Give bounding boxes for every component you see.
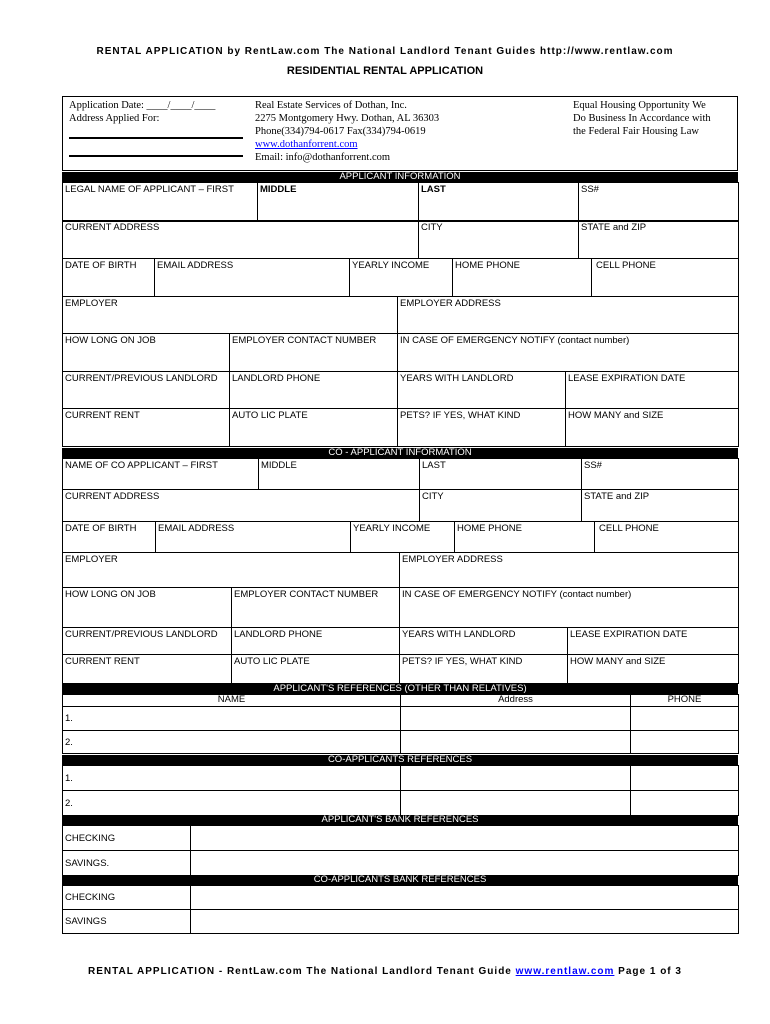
application-date-label: Application Date: ____/____/____ — [69, 100, 216, 111]
current-rent-field[interactable]: CURRENT RENT — [63, 409, 230, 447]
employer-address-field[interactable]: EMPLOYER ADDRESS — [398, 297, 739, 334]
page-footer — [0, 966, 770, 977]
ss-field[interactable]: SS# — [579, 183, 739, 222]
co-ref-2-name[interactable]: 2. — [63, 791, 401, 816]
co-employer-field[interactable]: EMPLOYER — [63, 553, 400, 588]
checking-label: CHECKING — [63, 826, 191, 851]
co-middle-name-field[interactable]: MIDDLE — [259, 459, 420, 490]
co-auto-plate-field[interactable]: AUTO LIC PLATE — [232, 655, 400, 684]
co-references-section-bar — [62, 755, 738, 765]
auto-plate-field[interactable]: AUTO LIC PLATE — [230, 409, 398, 447]
section-bar-label: APPLICANT INFORMATION — [339, 171, 461, 182]
last-name-field[interactable]: LAST — [419, 183, 579, 222]
company-website-link[interactable]: www.dothanforrent.com — [255, 139, 358, 150]
current-address-field[interactable]: CURRENT ADDRESS — [63, 221, 419, 259]
section-bar-label: CO-APPLICANTS BANK REFERENCES — [313, 874, 487, 885]
ref-1-name[interactable]: 1. — [63, 707, 401, 731]
address-line-2[interactable] — [69, 155, 243, 157]
page-title: RESIDENTIAL RENTAL APPLICATION — [286, 65, 484, 77]
company-box — [249, 97, 565, 170]
references-section-bar — [62, 684, 738, 694]
address-line-1[interactable] — [69, 137, 243, 139]
co-landlord-field[interactable]: CURRENT/PREVIOUS LANDLORD — [63, 628, 232, 655]
ref-2-phone[interactable] — [631, 731, 739, 754]
co-current-rent-field[interactable]: CURRENT RENT — [63, 655, 232, 684]
middle-name-field[interactable]: MIDDLE — [258, 183, 419, 222]
co-landlord-phone-field[interactable]: LANDLORD PHONE — [232, 628, 400, 655]
home-phone-field[interactable]: HOME PHONE — [453, 259, 592, 297]
company-name: Real Estate Services of Dothan, Inc. — [255, 100, 407, 111]
co-checking-field[interactable] — [191, 886, 739, 910]
co-dob-field[interactable]: DATE OF BIRTH — [63, 522, 156, 553]
co-ref-1-phone[interactable] — [631, 766, 739, 791]
section-bar-label: CO - APPLICANT INFORMATION — [328, 447, 472, 458]
how-long-on-job-field[interactable]: HOW LONG ON JOB — [63, 334, 230, 372]
applicant-contact-table — [62, 258, 739, 297]
coapplicant-contact-table — [62, 521, 739, 553]
coapplicant-job-table — [62, 587, 739, 628]
co-last-name-field[interactable]: LAST — [420, 459, 582, 490]
co-employer-address-field[interactable]: EMPLOYER ADDRESS — [400, 553, 739, 588]
co-savings-label: SAVINGS — [63, 910, 191, 934]
co-employer-contact-field[interactable]: EMPLOYER CONTACT NUMBER — [232, 588, 400, 628]
company-phone: Phone(334)794-0617 Fax(334)794-0619 — [255, 126, 426, 137]
co-email-field[interactable]: EMAIL ADDRESS — [156, 522, 351, 553]
applicant-landlord-table — [62, 371, 739, 447]
ref-2-address[interactable] — [401, 731, 631, 754]
emergency-contact-field[interactable]: IN CASE OF EMERGENCY NOTIFY (contact number) — [398, 334, 739, 372]
co-how-long-on-job-field[interactable]: HOW LONG ON JOB — [63, 588, 232, 628]
dob-field[interactable]: DATE OF BIRTH — [63, 259, 155, 297]
yearly-income-field[interactable]: YEARLY INCOME — [350, 259, 453, 297]
co-ref-1-name[interactable]: 1. — [63, 766, 401, 791]
checking-field[interactable] — [191, 826, 739, 851]
applicant-job-table — [62, 333, 739, 372]
eho-line-1: Equal Housing Opportunity We — [573, 100, 706, 111]
employer-contact-field[interactable]: EMPLOYER CONTACT NUMBER — [230, 334, 398, 372]
co-emergency-contact-field[interactable]: IN CASE OF EMERGENCY NOTIFY (contact number) — [400, 588, 739, 628]
co-name-field[interactable]: NAME OF CO APPLICANT – FIRST — [63, 459, 259, 490]
co-years-with-landlord-field[interactable]: YEARS WITH LANDLORD — [400, 628, 568, 655]
applicant-address-table — [62, 220, 739, 259]
employer-field[interactable]: EMPLOYER — [63, 297, 398, 334]
pets-field[interactable]: PETS? IF YES, WHAT KIND — [398, 409, 566, 447]
top-info-box — [62, 96, 738, 171]
co-current-address-field[interactable]: CURRENT ADDRESS — [63, 490, 420, 522]
co-pets-count-size-field[interactable]: HOW MANY and SIZE — [568, 655, 739, 684]
equal-housing-box — [565, 97, 737, 170]
section-bar-label: APPLICANT'S BANK REFERENCES — [321, 814, 479, 825]
savings-field[interactable] — [191, 851, 739, 876]
applicant-table — [62, 182, 739, 222]
state-zip-field[interactable]: STATE and ZIP — [579, 221, 739, 259]
footer-link[interactable]: www.rentlaw.com — [515, 966, 615, 977]
cell-phone-field[interactable]: CELL PHONE — [592, 259, 739, 297]
address-applied-label: Address Applied For: — [69, 113, 160, 124]
bank-table — [62, 825, 739, 876]
company-street: 2275 Montgomery Hwy. Dothan, AL 36303 — [255, 113, 440, 124]
bank-section-bar — [62, 815, 738, 825]
lease-expiration-field[interactable]: LEASE EXPIRATION DATE — [566, 372, 739, 409]
company-email: Email: info@dothanforrent.com — [255, 152, 391, 163]
co-bank-table — [62, 885, 739, 934]
co-bank-section-bar — [62, 875, 738, 885]
co-pets-field[interactable]: PETS? IF YES, WHAT KIND — [400, 655, 568, 684]
footer-text: RENTAL APPLICATION - RentLaw.com The National Landlord Tenant Guide — [88, 966, 512, 977]
section-bar-label: CO-APPLICANTS REFERENCES — [327, 754, 473, 765]
ref-1-phone[interactable] — [631, 707, 739, 731]
email-field[interactable]: EMAIL ADDRESS — [155, 259, 350, 297]
landlord-field[interactable]: CURRENT/PREVIOUS LANDLORD — [63, 372, 230, 409]
co-references-table — [62, 765, 739, 816]
applicant-section-bar — [62, 172, 738, 182]
ref-address-header: Address — [401, 695, 631, 707]
coapplicant-employer-table — [62, 552, 739, 588]
co-ref-2-address[interactable] — [401, 791, 631, 816]
legal-name-field[interactable]: LEGAL NAME OF APPLICANT – FIRST — [63, 183, 258, 222]
coapplicant-address-table — [62, 489, 739, 522]
ref-2-name[interactable]: 2. — [63, 731, 401, 754]
application-box — [63, 97, 249, 170]
pets-count-size-field[interactable]: HOW MANY and SIZE — [566, 409, 739, 447]
section-bar-label: APPLICANT'S REFERENCES (OTHER THAN RELATIVES) — [273, 683, 527, 694]
co-city-field[interactable]: CITY — [420, 490, 582, 522]
co-cell-phone-field[interactable]: CELL PHONE — [595, 522, 739, 553]
coapplicant-name-table — [62, 458, 739, 490]
co-home-phone-field[interactable]: HOME PHONE — [455, 522, 595, 553]
coapplicant-section-bar — [62, 448, 738, 458]
landlord-phone-field[interactable]: LANDLORD PHONE — [230, 372, 398, 409]
ref-name-header: NAME — [63, 695, 401, 707]
years-with-landlord-field[interactable]: YEARS WITH LANDLORD — [398, 372, 566, 409]
co-yearly-income-field[interactable]: YEARLY INCOME — [351, 522, 455, 553]
co-savings-field[interactable] — [191, 910, 739, 934]
eho-line-3: the Federal Fair Housing Law — [573, 126, 699, 137]
co-ref-2-phone[interactable] — [631, 791, 739, 816]
coapplicant-landlord-table — [62, 627, 739, 684]
co-lease-expiration-field[interactable]: LEASE EXPIRATION DATE — [568, 628, 739, 655]
references-table — [62, 694, 739, 754]
ref-1-address[interactable] — [401, 707, 631, 731]
co-ref-1-address[interactable] — [401, 766, 631, 791]
co-checking-label: CHECKING — [63, 886, 191, 910]
savings-label: SAVINGS. — [63, 851, 191, 876]
applicant-employer-table — [62, 296, 739, 334]
eho-line-2: Do Business In Accordance with — [573, 113, 711, 124]
footer-page: Page 1 of 3 — [618, 966, 682, 977]
co-ss-field[interactable]: SS# — [582, 459, 739, 490]
city-field[interactable]: CITY — [419, 221, 579, 259]
page-header: RENTAL APPLICATION by RentLaw.com The National Landlord Tenant Guides http://www.rentlaw.com — [96, 46, 674, 57]
ref-phone-header: PHONE — [631, 695, 739, 707]
co-state-zip-field[interactable]: STATE and ZIP — [582, 490, 739, 522]
